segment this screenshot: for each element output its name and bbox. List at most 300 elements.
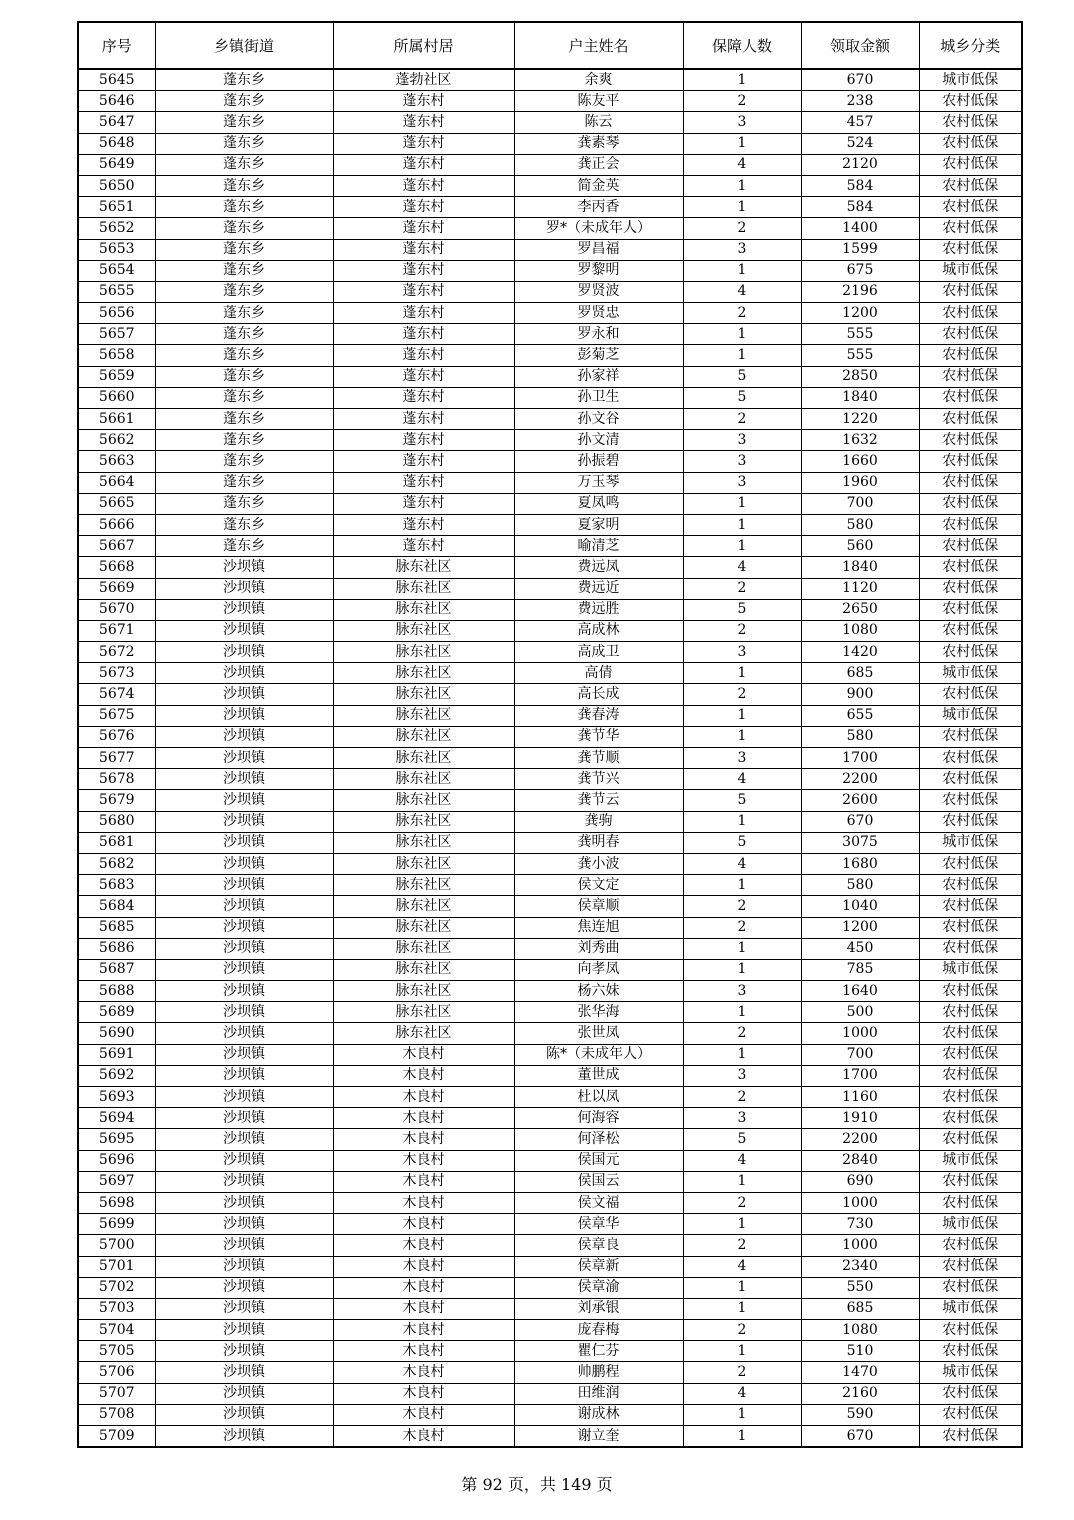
cell-amount: 2200 [801,769,919,790]
table-row [78,620,1022,641]
table-row [78,1404,1022,1425]
cell-village: 脉东社区 [333,663,514,684]
cell-village: 木良村 [333,1341,514,1362]
cell-household-head: 高长成 [514,684,683,705]
cell-township: 沙坝镇 [155,1404,333,1425]
cell-village: 蓬东村 [333,345,514,366]
cell-amount: 590 [801,1404,919,1425]
cell-village: 蓬东村 [333,430,514,451]
cell-covered-persons: 1 [683,1341,801,1362]
cell-covered-persons: 5 [683,387,801,408]
cell-covered-persons: 4 [683,1150,801,1171]
cell-amount: 1080 [801,1320,919,1341]
table-row [78,1171,1022,1192]
cell-covered-persons: 2 [683,578,801,599]
cell-amount: 655 [801,705,919,726]
cell-covered-persons: 1 [683,1171,801,1192]
cell-household-head: 侯章良 [514,1235,683,1256]
cell-household-head: 刘秀曲 [514,938,683,959]
cell-serial-number: 5706 [78,1362,155,1383]
table-row [78,959,1022,980]
cell-serial-number: 5707 [78,1383,155,1404]
table-row [78,1087,1022,1108]
cell-household-head: 夏家明 [514,514,683,535]
cell-household-head: 田维润 [514,1383,683,1404]
cell-household-head: 龚正会 [514,154,683,175]
cell-township: 蓬东乡 [155,536,333,557]
cell-household-head: 罗*（未成年人） [514,218,683,239]
cell-serial-number: 5657 [78,324,155,345]
cell-township: 沙坝镇 [155,1129,333,1150]
cell-amount: 1200 [801,303,919,324]
cell-category: 城市低保 [919,705,1022,726]
table-row [78,684,1022,705]
cell-serial-number: 5671 [78,620,155,641]
cell-household-head: 简金英 [514,175,683,196]
cell-village: 蓬东村 [333,493,514,514]
cell-category: 城市低保 [919,260,1022,281]
cell-covered-persons: 3 [683,430,801,451]
cell-serial-number: 5696 [78,1150,155,1171]
cell-household-head: 刘承银 [514,1298,683,1319]
cell-amount: 1420 [801,642,919,663]
table-row [78,1065,1022,1086]
cell-township: 沙坝镇 [155,1383,333,1404]
cell-amount: 1220 [801,409,919,430]
cell-covered-persons: 1 [683,1044,801,1065]
cell-category: 农村低保 [919,514,1022,535]
cell-township: 沙坝镇 [155,1235,333,1256]
cell-amount: 900 [801,684,919,705]
table-row [78,409,1022,430]
cell-category: 农村低保 [919,790,1022,811]
cell-category: 农村低保 [919,1044,1022,1065]
cell-amount: 1599 [801,239,919,260]
cell-amount: 2160 [801,1383,919,1404]
cell-village: 脉东社区 [333,684,514,705]
cell-amount: 555 [801,345,919,366]
cell-amount: 685 [801,1298,919,1319]
cell-category: 农村低保 [919,451,1022,472]
table-row [78,832,1022,853]
cell-category: 农村低保 [919,1108,1022,1129]
cell-covered-persons: 1 [683,705,801,726]
cell-serial-number: 5658 [78,345,155,366]
cell-amount: 580 [801,875,919,896]
cell-household-head: 侯章顺 [514,896,683,917]
cell-village: 脉东社区 [333,748,514,769]
cell-covered-persons: 2 [683,1023,801,1044]
cell-household-head: 龚节顺 [514,748,683,769]
cell-covered-persons: 3 [683,748,801,769]
cell-serial-number: 5694 [78,1108,155,1129]
cell-township: 沙坝镇 [155,620,333,641]
table-row [78,1002,1022,1023]
cell-serial-number: 5662 [78,430,155,451]
cell-household-head: 龚明春 [514,832,683,853]
table-row [78,1383,1022,1404]
table-row [78,578,1022,599]
cell-household-head: 何泽松 [514,1129,683,1150]
cell-amount: 550 [801,1277,919,1298]
cell-village: 脉东社区 [333,705,514,726]
table-row [78,1044,1022,1065]
cell-category: 农村低保 [919,599,1022,620]
table-row [78,705,1022,726]
cell-covered-persons: 2 [683,91,801,112]
cell-amount: 2840 [801,1150,919,1171]
cell-amount: 1000 [801,1235,919,1256]
cell-village: 蓬东村 [333,387,514,408]
cell-township: 沙坝镇 [155,1002,333,1023]
cell-covered-persons: 5 [683,1129,801,1150]
cell-category: 农村低保 [919,1256,1022,1277]
cell-village: 蓬勃社区 [333,69,514,91]
cell-covered-persons: 3 [683,451,801,472]
cell-serial-number: 5682 [78,853,155,874]
table-row [78,430,1022,451]
cell-township: 沙坝镇 [155,663,333,684]
cell-category: 城市低保 [919,1298,1022,1319]
cell-household-head: 罗黎明 [514,260,683,281]
cell-village: 脉东社区 [333,981,514,1002]
cell-village: 蓬东村 [333,366,514,387]
cell-serial-number: 5663 [78,451,155,472]
cell-covered-persons: 3 [683,112,801,133]
cell-covered-persons: 2 [683,218,801,239]
cell-amount: 457 [801,112,919,133]
cell-village: 木良村 [333,1426,514,1448]
cell-category: 农村低保 [919,684,1022,705]
cell-category: 农村低保 [919,1023,1022,1044]
cell-serial-number: 5650 [78,175,155,196]
cell-township: 蓬东乡 [155,451,333,472]
cell-amount: 580 [801,726,919,747]
table-row [78,642,1022,663]
cell-household-head: 孙家祥 [514,366,683,387]
cell-covered-persons: 2 [683,1362,801,1383]
header-category: 城乡分类 [919,22,1022,69]
cell-category: 农村低保 [919,642,1022,663]
table-row [78,1023,1022,1044]
cell-covered-persons: 4 [683,1256,801,1277]
table-row [78,1277,1022,1298]
cell-township: 蓬东乡 [155,112,333,133]
cell-township: 沙坝镇 [155,1065,333,1086]
cell-household-head: 帅鹏程 [514,1362,683,1383]
cell-serial-number: 5705 [78,1341,155,1362]
cell-covered-persons: 1 [683,875,801,896]
cell-amount: 700 [801,1044,919,1065]
cell-township: 蓬东乡 [155,514,333,535]
table-row [78,133,1022,154]
cell-category: 农村低保 [919,1426,1022,1448]
cell-covered-persons: 1 [683,938,801,959]
cell-category: 农村低保 [919,811,1022,832]
table-row [78,345,1022,366]
cell-amount: 584 [801,197,919,218]
table-row [78,1214,1022,1235]
cell-category: 农村低保 [919,748,1022,769]
cell-category: 城市低保 [919,959,1022,980]
cell-township: 沙坝镇 [155,1192,333,1213]
cell-amount: 1840 [801,557,919,578]
cell-household-head: 陈友平 [514,91,683,112]
cell-township: 蓬东乡 [155,239,333,260]
cell-household-head: 高成卫 [514,642,683,663]
cell-household-head: 龚素琴 [514,133,683,154]
cell-amount: 560 [801,536,919,557]
cell-serial-number: 5679 [78,790,155,811]
cell-category: 农村低保 [919,557,1022,578]
cell-amount: 510 [801,1341,919,1362]
cell-amount: 690 [801,1171,919,1192]
cell-amount: 1680 [801,853,919,874]
table-row [78,451,1022,472]
table-row [78,1320,1022,1341]
cell-household-head: 费远凤 [514,557,683,578]
cell-household-head: 张华海 [514,1002,683,1023]
table-row [78,1426,1022,1448]
cell-village: 脉东社区 [333,1023,514,1044]
cell-township: 沙坝镇 [155,684,333,705]
cell-category: 农村低保 [919,1192,1022,1213]
cell-category: 农村低保 [919,112,1022,133]
cell-township: 蓬东乡 [155,493,333,514]
cell-village: 脉东社区 [333,853,514,874]
cell-covered-persons: 1 [683,1277,801,1298]
cell-township: 沙坝镇 [155,599,333,620]
cell-village: 木良村 [333,1065,514,1086]
cell-covered-persons: 1 [683,324,801,345]
cell-township: 沙坝镇 [155,642,333,663]
cell-household-head: 何海容 [514,1108,683,1129]
cell-serial-number: 5683 [78,875,155,896]
cell-township: 蓬东乡 [155,69,333,91]
cell-serial-number: 5656 [78,303,155,324]
cell-amount: 1080 [801,620,919,641]
cell-household-head: 龚春涛 [514,705,683,726]
cell-amount: 450 [801,938,919,959]
cell-household-head: 罗贤波 [514,281,683,302]
header-township: 乡镇街道 [155,22,333,69]
cell-covered-persons: 2 [683,1235,801,1256]
cell-amount: 2850 [801,366,919,387]
cell-category: 农村低保 [919,91,1022,112]
cell-covered-persons: 1 [683,1426,801,1448]
cell-serial-number: 5652 [78,218,155,239]
cell-village: 蓬东村 [333,324,514,345]
cell-amount: 1470 [801,1362,919,1383]
table-row [78,281,1022,302]
cell-township: 沙坝镇 [155,578,333,599]
table-row [78,197,1022,218]
cell-covered-persons: 1 [683,197,801,218]
cell-serial-number: 5659 [78,366,155,387]
cell-category: 城市低保 [919,1214,1022,1235]
cell-serial-number: 5674 [78,684,155,705]
cell-serial-number: 5688 [78,981,155,1002]
cell-amount: 524 [801,133,919,154]
cell-township: 蓬东乡 [155,154,333,175]
table-row [78,1129,1022,1150]
cell-village: 蓬东村 [333,451,514,472]
table-row [78,324,1022,345]
cell-household-head: 谢立奎 [514,1426,683,1448]
cell-township: 沙坝镇 [155,1150,333,1171]
cell-serial-number: 5673 [78,663,155,684]
table-row [78,69,1022,91]
cell-amount: 670 [801,69,919,91]
cell-township: 沙坝镇 [155,959,333,980]
table-row [78,1362,1022,1383]
cell-serial-number: 5675 [78,705,155,726]
cell-category: 农村低保 [919,1277,1022,1298]
cell-category: 农村低保 [919,154,1022,175]
cell-covered-persons: 4 [683,154,801,175]
cell-serial-number: 5689 [78,1002,155,1023]
cell-category: 农村低保 [919,938,1022,959]
cell-category: 农村低保 [919,197,1022,218]
cell-serial-number: 5661 [78,409,155,430]
cell-serial-number: 5653 [78,239,155,260]
cell-covered-persons: 3 [683,981,801,1002]
cell-covered-persons: 1 [683,536,801,557]
cell-covered-persons: 4 [683,557,801,578]
cell-category: 农村低保 [919,726,1022,747]
table-row [78,303,1022,324]
header-covered-persons: 保障人数 [683,22,801,69]
cell-serial-number: 5677 [78,748,155,769]
cell-covered-persons: 1 [683,69,801,91]
cell-category: 农村低保 [919,218,1022,239]
cell-household-head: 夏凤鸣 [514,493,683,514]
cell-covered-persons: 1 [683,811,801,832]
cell-village: 蓬东村 [333,281,514,302]
cell-village: 蓬东村 [333,260,514,281]
cell-village: 脉东社区 [333,875,514,896]
cell-serial-number: 5665 [78,493,155,514]
cell-amount: 555 [801,324,919,345]
cell-serial-number: 5660 [78,387,155,408]
cell-township: 沙坝镇 [155,790,333,811]
cell-township: 沙坝镇 [155,1362,333,1383]
cell-township: 蓬东乡 [155,472,333,493]
cell-township: 蓬东乡 [155,218,333,239]
cell-covered-persons: 5 [683,599,801,620]
cell-household-head: 龚节华 [514,726,683,747]
table-row [78,1256,1022,1277]
cell-covered-persons: 2 [683,684,801,705]
cell-category: 农村低保 [919,769,1022,790]
cell-village: 木良村 [333,1214,514,1235]
cell-township: 沙坝镇 [155,1298,333,1319]
table-row [78,557,1022,578]
cell-household-head: 万玉琴 [514,472,683,493]
cell-township: 沙坝镇 [155,1171,333,1192]
cell-category: 农村低保 [919,875,1022,896]
cell-township: 沙坝镇 [155,896,333,917]
cell-village: 木良村 [333,1044,514,1065]
cell-serial-number: 5681 [78,832,155,853]
cell-serial-number: 5654 [78,260,155,281]
cell-serial-number: 5702 [78,1277,155,1298]
cell-township: 沙坝镇 [155,1214,333,1235]
table-row [78,663,1022,684]
cell-category: 农村低保 [919,853,1022,874]
table-body [78,69,1022,1447]
cell-covered-persons: 3 [683,1108,801,1129]
cell-household-head: 余爽 [514,69,683,91]
cell-household-head: 庞春梅 [514,1320,683,1341]
table-row [78,853,1022,874]
cell-village: 木良村 [333,1108,514,1129]
cell-covered-persons: 1 [683,345,801,366]
cell-village: 脉东社区 [333,896,514,917]
cell-amount: 785 [801,959,919,980]
cell-amount: 584 [801,175,919,196]
cell-village: 木良村 [333,1298,514,1319]
cell-household-head: 侯文定 [514,875,683,896]
cell-township: 沙坝镇 [155,1256,333,1277]
cell-township: 沙坝镇 [155,917,333,938]
cell-household-head: 瞿仁芬 [514,1341,683,1362]
cell-category: 农村低保 [919,387,1022,408]
cell-amount: 580 [801,514,919,535]
cell-category: 农村低保 [919,409,1022,430]
cell-covered-persons: 1 [683,959,801,980]
cell-household-head: 侯章华 [514,1214,683,1235]
cell-covered-persons: 3 [683,472,801,493]
cell-amount: 2200 [801,1129,919,1150]
cell-amount: 1160 [801,1087,919,1108]
cell-village: 木良村 [333,1171,514,1192]
cell-household-head: 高倩 [514,663,683,684]
cell-serial-number: 5655 [78,281,155,302]
cell-amount: 1640 [801,981,919,1002]
cell-household-head: 侯国元 [514,1150,683,1171]
table-row [78,790,1022,811]
cell-household-head: 张世凤 [514,1023,683,1044]
cell-serial-number: 5684 [78,896,155,917]
cell-serial-number: 5647 [78,112,155,133]
cell-household-head: 罗贤忠 [514,303,683,324]
cell-township: 蓬东乡 [155,409,333,430]
table-header-row [78,22,1022,69]
cell-serial-number: 5668 [78,557,155,578]
cell-covered-persons: 5 [683,832,801,853]
relief-table [77,21,1023,1448]
cell-serial-number: 5700 [78,1235,155,1256]
cell-category: 农村低保 [919,324,1022,345]
table-row [78,493,1022,514]
cell-village: 木良村 [333,1129,514,1150]
table-row [78,981,1022,1002]
table-row [78,726,1022,747]
cell-category: 城市低保 [919,663,1022,684]
cell-amount: 2340 [801,1256,919,1277]
cell-village: 蓬东村 [333,154,514,175]
cell-serial-number: 5648 [78,133,155,154]
cell-covered-persons: 2 [683,409,801,430]
cell-township: 沙坝镇 [155,1277,333,1298]
cell-township: 沙坝镇 [155,938,333,959]
cell-category: 农村低保 [919,133,1022,154]
cell-serial-number: 5708 [78,1404,155,1425]
table-row [78,599,1022,620]
cell-township: 沙坝镇 [155,1023,333,1044]
cell-covered-persons: 1 [683,1298,801,1319]
